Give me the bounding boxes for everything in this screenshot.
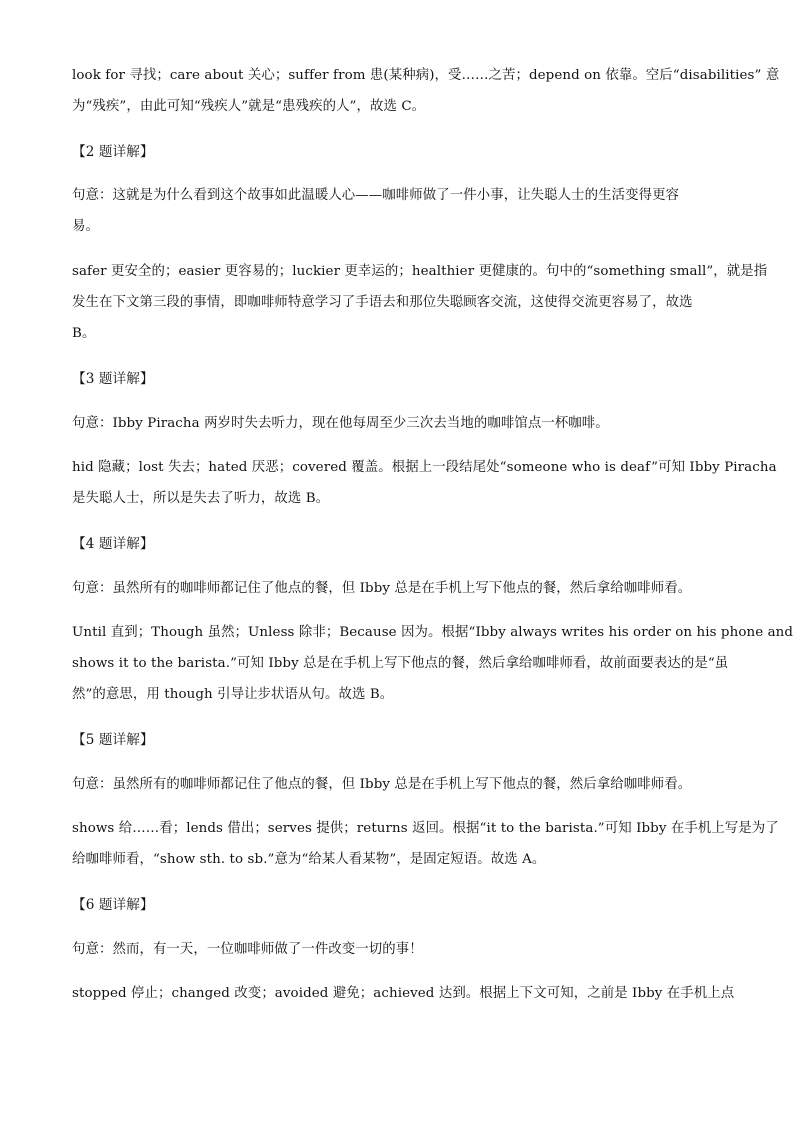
paragraph-line: look for 寻找；care about 关心；suffer from 患(某种病)，受……之苦；depend on 依靠。空后“disabilities” 意: [72, 68, 780, 83]
section-heading: 【4 题详解】: [72, 536, 154, 552]
paragraph-line: 句意：Ibby Piracha 两岁时失去听力，现在他每周至少三次去当地的咖啡馆点一杯咖啡。: [72, 416, 609, 431]
section-heading: 【6 题详解】: [72, 897, 154, 913]
paragraph-line: hid 隐藏；lost 失去；hated 厌恶；covered 覆盖。根据上一段结尾处“someone who is deaf”可知 Ibby Piracha: [72, 460, 777, 475]
paragraph-line: 为“残疾”，由此可知“残疾人”就是“患残疾的人”，故选 C。: [72, 99, 426, 114]
paragraph-line: stopped 停止；changed 改变；avoided 避免；achieved 达到。根据上下文可知，之前是 Ibby 在手机上点: [72, 986, 735, 1001]
paragraph-line: 然”的意思，用 though 引导让步状语从句。故选 B。: [72, 687, 394, 702]
paragraph-line: 发生在下文第三段的事情，即咖啡师特意学习了手语去和那位失聪顾客交流，这使得交流更容易了，故选: [72, 295, 693, 310]
paragraph-line: safer 更安全的；easier 更容易的；luckier 更幸运的；healthier 更健康的。句中的“something small”，就是指: [72, 264, 768, 279]
paragraph-line: shows it to the barista.”可知 Ibby 总是在手机上写下他点的餐，然后拿给咖啡师看，故前面要表达的是“虽: [72, 656, 729, 671]
paragraph-line: 是失聪人士，所以是失去了听力，故选 B。: [72, 491, 330, 506]
paragraph-line: 易。: [72, 219, 99, 234]
paragraph-line: shows 给……看；lends 借出；serves 提供；returns 返回。根据“it to the barista.”可知 Ibby 在手机上写是为了: [72, 821, 779, 836]
paragraph-line: 句意：虽然所有的咖啡师都记住了他点的餐，但 Ibby 总是在手机上写下他点的餐，然后拿给咖啡师看。: [72, 581, 692, 596]
paragraph-line: 句意：虽然所有的咖啡师都记住了他点的餐，但 Ibby 总是在手机上写下他点的餐，然后拿给咖啡师看。: [72, 777, 692, 792]
paragraph-line: 句意：这就是为什么看到这个故事如此温暖人心——咖啡师做了一件小事，让失聪人士的生活变得更容: [72, 188, 680, 203]
paragraph-line: 给咖啡师看，“show sth. to sb.”意为“给某人看某物”，是固定短语。故选 A。: [72, 852, 546, 867]
section-heading: 【2 题详解】: [72, 144, 154, 160]
paragraph-line: 句意：然而，有一天，一位咖啡师做了一件改变一切的事！: [72, 942, 423, 957]
section-heading: 【3 题详解】: [72, 371, 154, 387]
paragraph-line: B。: [72, 326, 96, 341]
paragraph-line: Until 直到；Though 虽然；Unless 除非；Because 因为。根据“Ibby always writes his order on his phone and: [72, 625, 794, 640]
section-heading: 【5 题详解】: [72, 732, 154, 748]
